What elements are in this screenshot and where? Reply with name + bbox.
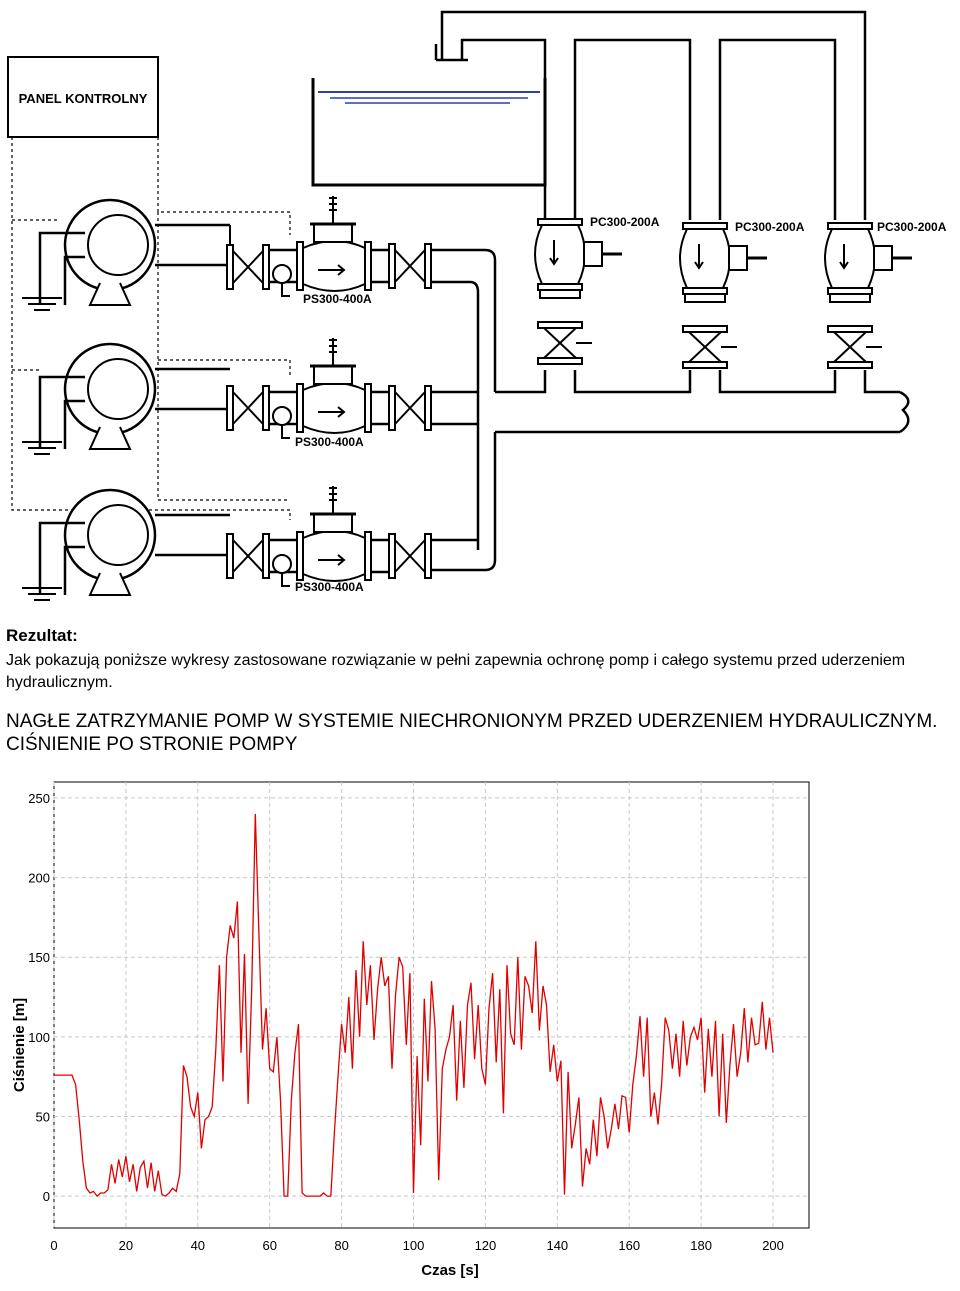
overhead-piping [436, 12, 865, 220]
x-tick-label: 40 [190, 1238, 206, 1253]
control-panel-label: PANEL KONTROLNY [18, 91, 148, 106]
y-tick-label: 150 [28, 950, 50, 966]
result-paragraph: Jak pokazują poniższe wykresy zastosowane rozwiązanie w pełni zapewnia ochronę pomp i całego systemu przed uderzeniem hydraulicznym. [6, 652, 906, 691]
pc-valve-2 [680, 223, 767, 368]
x-tick-label: 80 [334, 1238, 349, 1253]
ps-valve-label-1: PS300-400A [303, 292, 372, 306]
x-tick-label: 140 [546, 1238, 569, 1253]
ps-valve-label-3: PS300-400A [295, 580, 364, 594]
collector-pipe [430, 250, 495, 570]
x-tick-label: 200 [762, 1238, 784, 1253]
pc-valve-1 [535, 219, 622, 364]
x-axis-label: Czas [s] [421, 1262, 479, 1279]
plot-area [54, 782, 809, 1228]
y-tick-label: 200 [28, 870, 50, 886]
x-tick-label: 120 [474, 1238, 497, 1253]
header-pipe [495, 370, 908, 432]
x-tick-label: 60 [262, 1238, 277, 1253]
pc-valve-3 [825, 223, 912, 368]
y-tick-label: 100 [28, 1029, 50, 1045]
y-tick-label: 0 [42, 1189, 50, 1205]
pressure-chart [0, 770, 960, 1291]
pc-valve-label-3: PC300-200A [877, 220, 947, 234]
chart-caption: NAGŁE ZATRZYMANIE POMP W SYSTEMIE NIECHRONIONYM PRZED UDERZENIEM HYDRAULICZNYM. CIŚNIENIE PO STRONIE POMPY [6, 711, 938, 755]
pc-valve-label-1: PC300-200A [590, 215, 660, 229]
x-tick-label: 0 [50, 1238, 58, 1253]
y-tick-label: 50 [35, 1109, 50, 1125]
hydraulic-system-diagram [0, 0, 960, 615]
y-axis-label: Ciśnienie [m] [11, 997, 28, 1093]
y-tick-label: 250 [28, 790, 50, 806]
ps-valve-label-2: PS300-400A [295, 435, 364, 449]
water-tank [313, 78, 545, 185]
x-tick-label: 20 [118, 1238, 134, 1253]
result-heading: Rezultat: [6, 626, 78, 645]
control-lines [12, 137, 290, 520]
x-tick-label: 180 [690, 1238, 712, 1253]
pump-row-2 [22, 338, 431, 454]
x-tick-label: 160 [618, 1238, 641, 1253]
pump-row-3 [22, 486, 431, 600]
result-text-block [6, 626, 954, 756]
x-tick-label: 100 [402, 1238, 425, 1253]
pc-valve-label-2: PC300-200A [735, 220, 805, 234]
